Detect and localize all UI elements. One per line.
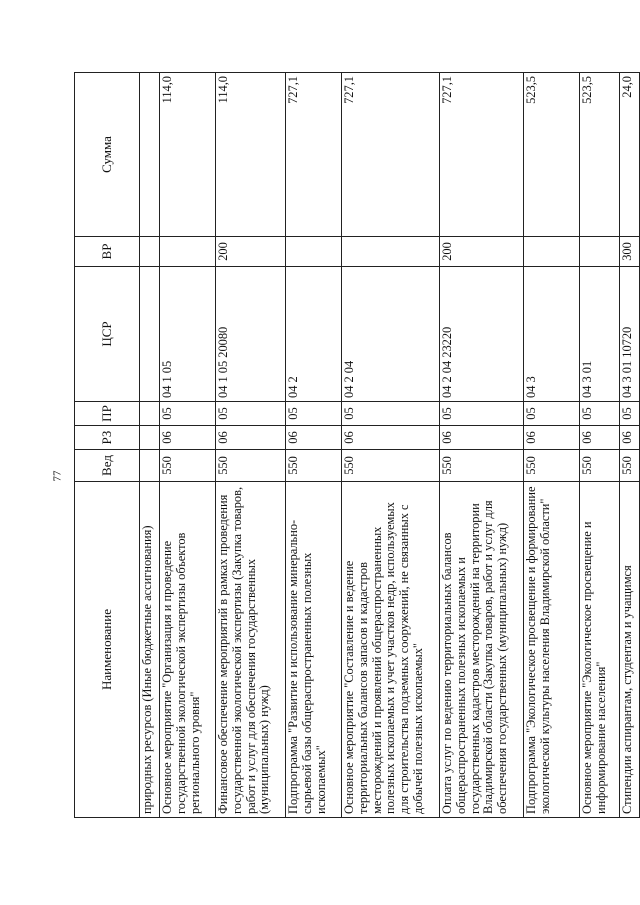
cell-sum: 523,5 <box>524 73 580 237</box>
cell-ved: 550 <box>440 450 524 482</box>
cell-pr: 05 <box>286 402 342 426</box>
cell-rz: 06 <box>216 426 286 450</box>
cell-pr: 05 <box>216 402 286 426</box>
table-row <box>524 73 580 818</box>
cell-pr <box>140 402 160 426</box>
cell-pr: 05 <box>342 402 440 426</box>
cell-ved: 550 <box>286 450 342 482</box>
cell-csr: 04 1 05 20080 <box>216 267 286 402</box>
budget-table <box>74 72 640 818</box>
header-vr: ВР <box>75 237 140 267</box>
header-csr: ЦСР <box>75 267 140 402</box>
cell-pr: 05 <box>440 402 524 426</box>
cell-csr: 04 2 <box>286 267 342 402</box>
table-row <box>342 73 440 818</box>
cell-name: Финансовое обеспечение мероприятий в рамках проведения государственной экологической экспертизы (Закупка товаров, работ и услуг для обеспечения государственных (муниципальных) нужд) <box>216 482 286 818</box>
cell-vr <box>342 237 440 267</box>
cell-csr: 04 2 04 23220 <box>440 267 524 402</box>
cell-csr: 04 3 01 10720 <box>620 267 640 402</box>
cell-csr: 04 2 04 <box>342 267 440 402</box>
cell-rz: 06 <box>342 426 440 450</box>
cell-name: Основное мероприятие "Организация и проведение государственной экологической экспертизы объектов регионального уровня" <box>160 482 216 818</box>
cell-sum: 523,5 <box>580 73 620 237</box>
cell-rz: 06 <box>620 426 640 450</box>
cell-sum: 727,1 <box>440 73 524 237</box>
cell-ved: 550 <box>216 450 286 482</box>
header-ved: Вед <box>75 450 140 482</box>
table-header-row <box>75 73 140 818</box>
cell-sum: 727,1 <box>342 73 440 237</box>
table-row <box>440 73 524 818</box>
table-row <box>160 73 216 818</box>
cell-rz: 06 <box>524 426 580 450</box>
page-number: 77 <box>51 470 64 482</box>
header-sum: Сумма <box>75 73 140 237</box>
cell-ved: 550 <box>580 450 620 482</box>
cell-rz: 06 <box>440 426 524 450</box>
cell-ved <box>140 450 160 482</box>
cell-name: Основное мероприятие "Составление и ведение территориальных балансов запасов и кадастров месторождений и проявлений общераспространенных полезных ископаемых и учет участков недр, используемых для строительства подземных сооружений, не связанных с добычей полезных ископаемых" <box>342 482 440 818</box>
cell-vr: 300 <box>620 237 640 267</box>
table-row <box>580 73 620 818</box>
cell-name: Подпрограмма "Развитие и использование минерально-сырьевой базы общераспространенных полезных ископаемых" <box>286 482 342 818</box>
cell-pr: 05 <box>524 402 580 426</box>
cell-ved: 550 <box>524 450 580 482</box>
cell-rz: 06 <box>580 426 620 450</box>
cell-name: Основное мероприятие "Экологическое просвещение и информирование населения" <box>580 482 620 818</box>
cell-pr: 05 <box>580 402 620 426</box>
header-pr: ПР <box>75 402 140 426</box>
cell-sum: 24,0 <box>620 73 640 237</box>
table-row <box>140 73 160 818</box>
cell-name: Стипендии аспирантам, студентам и учащимся <box>620 482 640 818</box>
cell-name: природных ресурсов (Иные бюджетные ассигнования) <box>140 482 160 818</box>
cell-vr: 200 <box>216 237 286 267</box>
header-rz: РЗ <box>75 426 140 450</box>
cell-vr <box>580 237 620 267</box>
cell-ved: 550 <box>342 450 440 482</box>
cell-pr: 05 <box>160 402 216 426</box>
cell-vr <box>160 237 216 267</box>
cell-csr: 04 3 <box>524 267 580 402</box>
cell-rz: 06 <box>160 426 216 450</box>
table-row <box>620 73 640 818</box>
table-row <box>216 73 286 818</box>
cell-vr <box>140 237 160 267</box>
cell-rz: 06 <box>286 426 342 450</box>
cell-sum <box>140 73 160 237</box>
cell-vr <box>286 237 342 267</box>
cell-ved: 550 <box>160 450 216 482</box>
cell-csr: 04 1 05 <box>160 267 216 402</box>
cell-rz <box>140 426 160 450</box>
cell-sum: 727,1 <box>286 73 342 237</box>
cell-vr <box>524 237 580 267</box>
cell-name: Оплата услуг по ведению территориальных балансов общераспространенных полезных ископаемых и государственных кадастров месторождений на территории Владимирской области (Закупка товаров, работ и услуг для обеспечения государственных (муниципальных) нужд) <box>440 482 524 818</box>
budget-table-container <box>74 73 634 818</box>
cell-csr: 04 3 01 <box>580 267 620 402</box>
cell-sum: 114,0 <box>160 73 216 237</box>
cell-name: Подпрограмма "Экологическое просвещение и формирование экологической культуры населения Владимирской области" <box>524 482 580 818</box>
cell-ved: 550 <box>620 450 640 482</box>
cell-vr: 200 <box>440 237 524 267</box>
cell-csr <box>140 267 160 402</box>
cell-sum: 114,0 <box>216 73 286 237</box>
header-name: Наименование <box>75 482 140 818</box>
table-row <box>286 73 342 818</box>
cell-pr: 05 <box>620 402 640 426</box>
